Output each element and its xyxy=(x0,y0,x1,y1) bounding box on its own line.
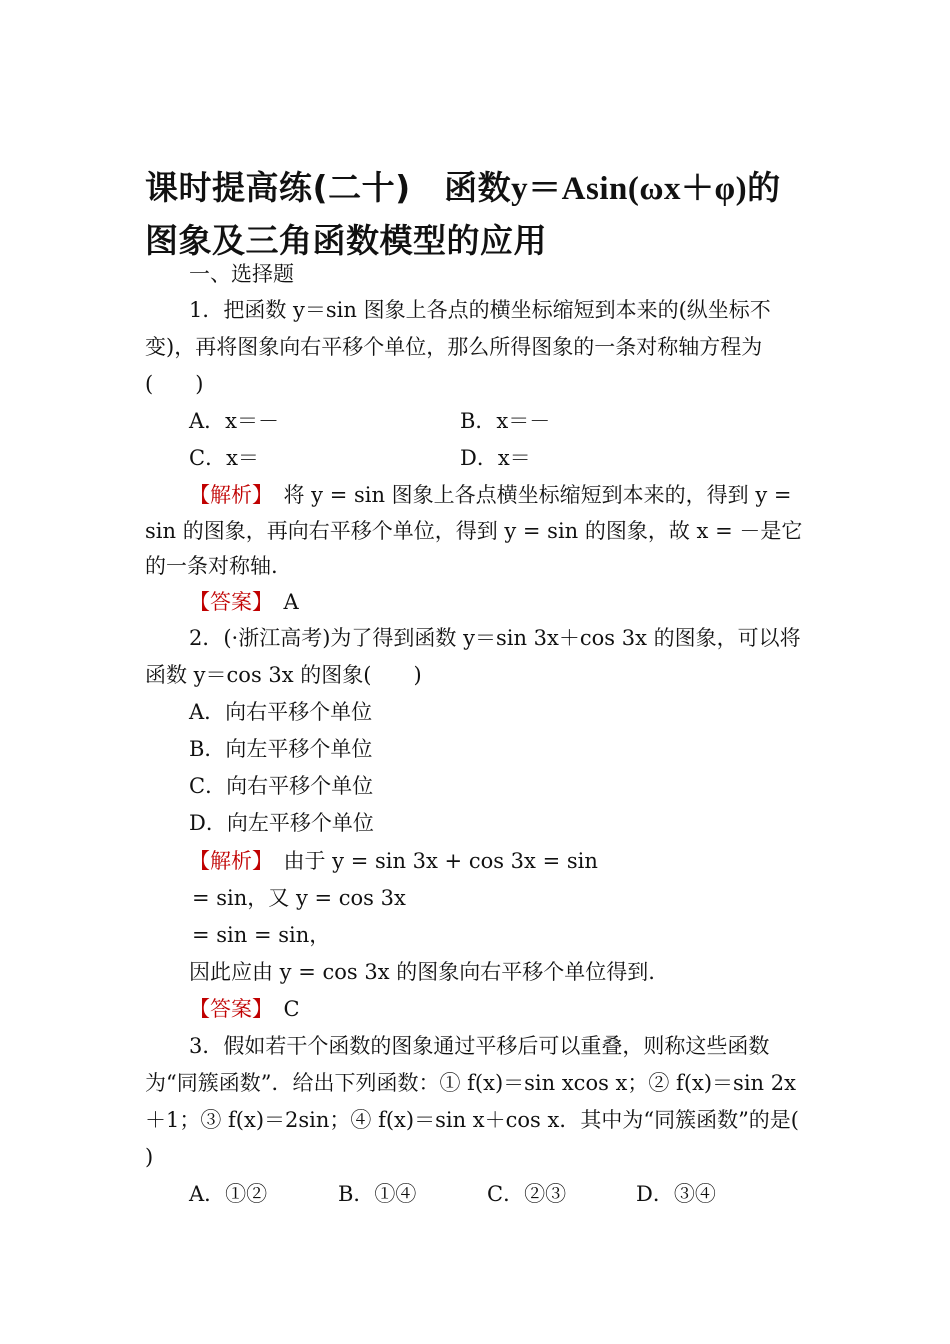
q1-option-b: B．x＝－ xyxy=(460,409,551,433)
q1-analysis-line-1 xyxy=(189,481,792,509)
title-prefix: 课时提高练(二十) 函数 xyxy=(145,168,512,207)
q3-line-4: ) xyxy=(145,1145,154,1169)
title-formula: y＝Asin(ωx＋φ) xyxy=(511,171,748,207)
q3-line-3: ＋1；③ f(x)＝2sin；④ f(x)＝sin x＋cos x．其中为“同簇函数”的是( xyxy=(145,1108,799,1132)
q2-option-b: B．向左平移个单位 xyxy=(189,737,373,761)
title-line-1 xyxy=(145,162,825,215)
q3-line-1: 3．假如若干个函数的图象通过平移后可以重叠，则称这些函数 xyxy=(189,1034,770,1058)
q1-answer xyxy=(189,588,299,616)
page-title xyxy=(145,162,825,267)
q2-analysis-line-1 xyxy=(189,847,598,875)
q2-analysis-tag: 【解析】 xyxy=(189,849,263,873)
q2-option-a: A．向右平移个单位 xyxy=(189,700,373,724)
q2-option-d: D．向左平移个单位 xyxy=(189,811,374,835)
q1-line-2: 变)，再将图象向右平移个单位，那么所得图象的一条对称轴方程为 xyxy=(145,335,763,359)
q1-line-3: ( ) xyxy=(145,372,204,396)
q1-analysis-tag: 【解析】 xyxy=(189,483,263,507)
q1-answer-value: A xyxy=(262,590,299,614)
q3-option-a: A．①② xyxy=(189,1182,268,1206)
q2-analysis-line-2: = sin，又 y = cos 3x xyxy=(192,886,406,910)
q3-option-c: C．②③ xyxy=(487,1182,567,1206)
title-line-2: 图象及三角函数模型的应用 xyxy=(145,221,547,260)
q1-option-c: C．x＝ xyxy=(189,446,259,470)
q2-answer-value: C xyxy=(262,997,300,1021)
q3-line-2: 为“同簇函数”．给出下列函数：① f(x)＝sin xcos x；② f(x)＝sin 2x xyxy=(145,1071,796,1095)
q1-line-1: 1．把函数 y＝sin 图象上各点的横坐标缩短到本来的(纵坐标不 xyxy=(189,298,771,322)
q2-option-c: C．向右平移个单位 xyxy=(189,774,374,798)
q1-analysis-line-2: sin 的图象，再向右平移个单位，得到 y = sin 的图象，故 x = －是它 xyxy=(145,519,803,543)
q1-answer-tag: 【答案】 xyxy=(189,590,263,614)
q2-line-2: 函数 y＝cos 3x 的图象( ) xyxy=(145,663,422,687)
q2-analysis-line-4: 因此应由 y = cos 3x 的图象向右平移个单位得到. xyxy=(189,960,655,984)
q2-analysis-line-3: = sin = sin， xyxy=(192,923,331,947)
q3-option-b: B．①④ xyxy=(338,1182,417,1206)
q2-answer xyxy=(189,995,300,1023)
q1-option-a: A．x＝－ xyxy=(189,409,280,433)
q1-analysis-line-3: 的一条对称轴. xyxy=(145,554,278,578)
q1-option-d: D．x＝ xyxy=(460,446,531,470)
q3-option-d: D．③④ xyxy=(636,1182,716,1206)
title-suffix: 的 xyxy=(747,168,781,207)
q2-analysis-text-1: 由于 y = sin 3x + cos 3x = sin xyxy=(262,849,598,873)
section-heading: 一、选择题 xyxy=(189,262,294,286)
q2-line-1: 2．(·浙江高考)为了得到函数 y＝sin 3x＋cos 3x 的图象，可以将 xyxy=(189,626,801,650)
q1-analysis-text-1: 将 y = sin 图象上各点横坐标缩短到本来的，得到 y = xyxy=(262,483,792,507)
q2-answer-tag: 【答案】 xyxy=(189,997,263,1021)
